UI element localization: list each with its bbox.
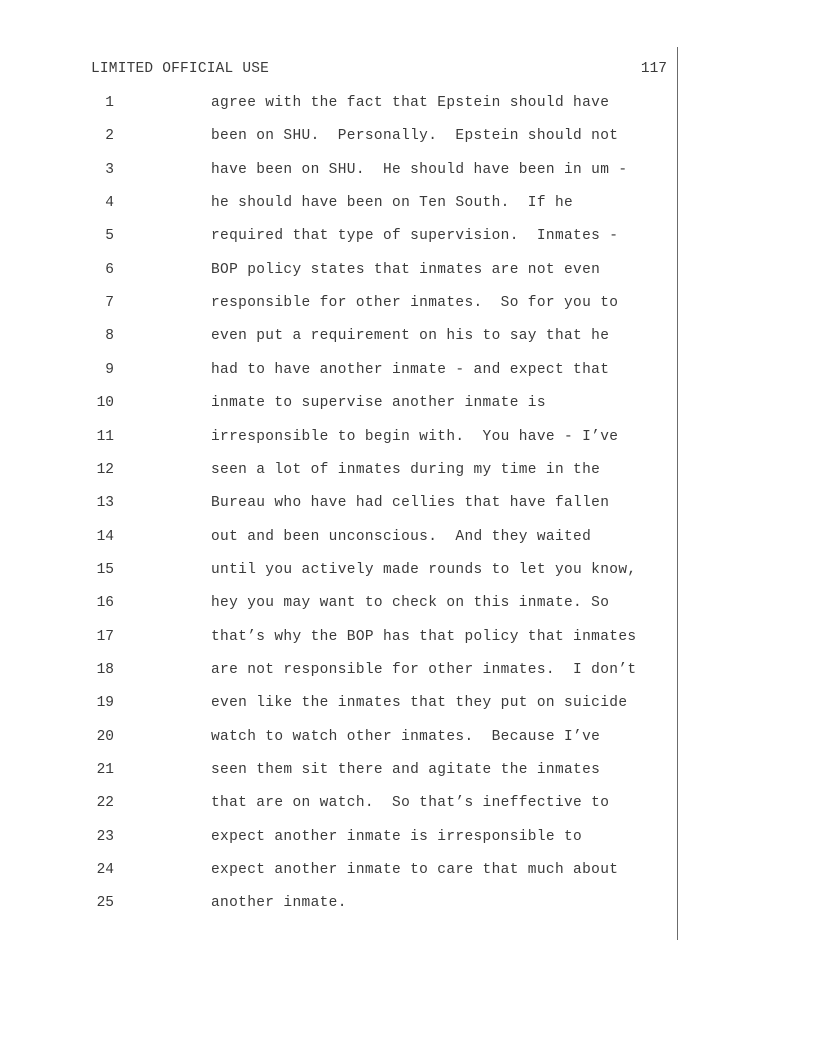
line-text: responsible for other inmates. So for you to [211,295,619,312]
transcript-line [0,429,816,449]
line-text: another inmate. [211,895,347,912]
transcript-line [0,395,816,415]
line-text: been on SHU. Personally. Epstein should not [211,128,619,145]
transcript-line [0,829,816,849]
line-text: are not responsible for other inmates. I don’t [211,661,637,678]
line-number: 16 [96,595,114,612]
line-text: Bureau who have had cellies that have fallen [211,495,610,512]
line-text: seen them sit there and agitate the inmates [211,762,601,778]
line-number: 11 [96,428,114,445]
line-number: 1 [105,95,114,111]
line-text: required that type of supervision. Inmates - [211,228,619,245]
line-text: that are on watch. So that’s ineffective to [211,795,610,812]
transcript-line [0,262,816,282]
line-number: 9 [105,361,114,378]
line-number: 3 [105,161,114,178]
line-text: BOP policy states that inmates are not even [211,261,601,278]
line-text: he should have been on Ten South. If he [211,195,574,212]
line-number: 2 [105,128,114,145]
transcript-line [0,762,816,782]
transcript-line [0,795,816,815]
transcript-line [0,629,816,649]
line-text: agree with the fact that Epstein should have [211,95,610,111]
line-text: expect another inmate to care that much about [211,862,619,879]
line-text: hey you may want to check on this inmate. So [211,595,610,612]
transcript-line [0,128,816,148]
line-number: 8 [105,328,114,345]
transcript-line [0,162,816,182]
line-number: 10 [96,395,114,412]
transcript-line [0,295,816,315]
line-number: 14 [96,528,114,545]
line-number: 7 [105,295,114,312]
classification-header: LIMITED OFFICIAL USE [91,61,270,77]
line-number: 22 [96,795,114,812]
line-number: 25 [96,895,114,912]
line-number: 12 [96,461,114,478]
transcript-line [0,695,816,715]
line-text: expect another inmate is irresponsible to [211,828,583,845]
transcript-line [0,462,816,482]
line-number: 23 [96,828,114,845]
line-text: have been on SHU. He should have been in um - [211,161,628,178]
line-number: 6 [105,261,114,278]
line-text: out and been unconscious. And they waited [211,528,592,545]
line-text: irresponsible to begin with. You have - I’ve [211,428,619,445]
transcript-line [0,228,816,248]
transcript-line [0,529,816,549]
line-number: 18 [96,661,114,678]
transcript-line [0,895,816,915]
line-text: inmate to supervise another inmate is [211,395,546,412]
transcript-line [0,562,816,582]
transcript-line [0,662,816,682]
line-number: 13 [96,495,114,512]
line-text: that’s why the BOP has that policy that inmates [211,628,637,645]
transcript-line [0,328,816,348]
transcript-line [0,862,816,882]
line-number: 21 [96,762,114,778]
transcript-line [0,362,816,382]
line-text: until you actively made rounds to let you know, [211,561,637,578]
transcript-line [0,495,816,515]
line-number: 5 [105,228,114,245]
line-number: 17 [96,628,114,645]
transcript-line [0,729,816,749]
line-number: 24 [96,862,114,879]
line-number: 19 [96,695,114,712]
line-number: 15 [96,561,114,578]
line-number: 20 [96,728,114,745]
line-number: 4 [105,195,114,212]
line-text: seen a lot of inmates during my time in the [211,461,601,478]
line-text: even like the inmates that they put on suicide [211,695,628,712]
transcript-line [0,595,816,615]
line-text: watch to watch other inmates. Because I’ve [211,728,601,745]
line-text: even put a requirement on his to say that he [211,328,610,345]
page-number: 117 [640,61,667,77]
transcript-line [0,195,816,215]
transcript-line [0,95,816,115]
line-text: had to have another inmate - and expect that [211,361,610,378]
